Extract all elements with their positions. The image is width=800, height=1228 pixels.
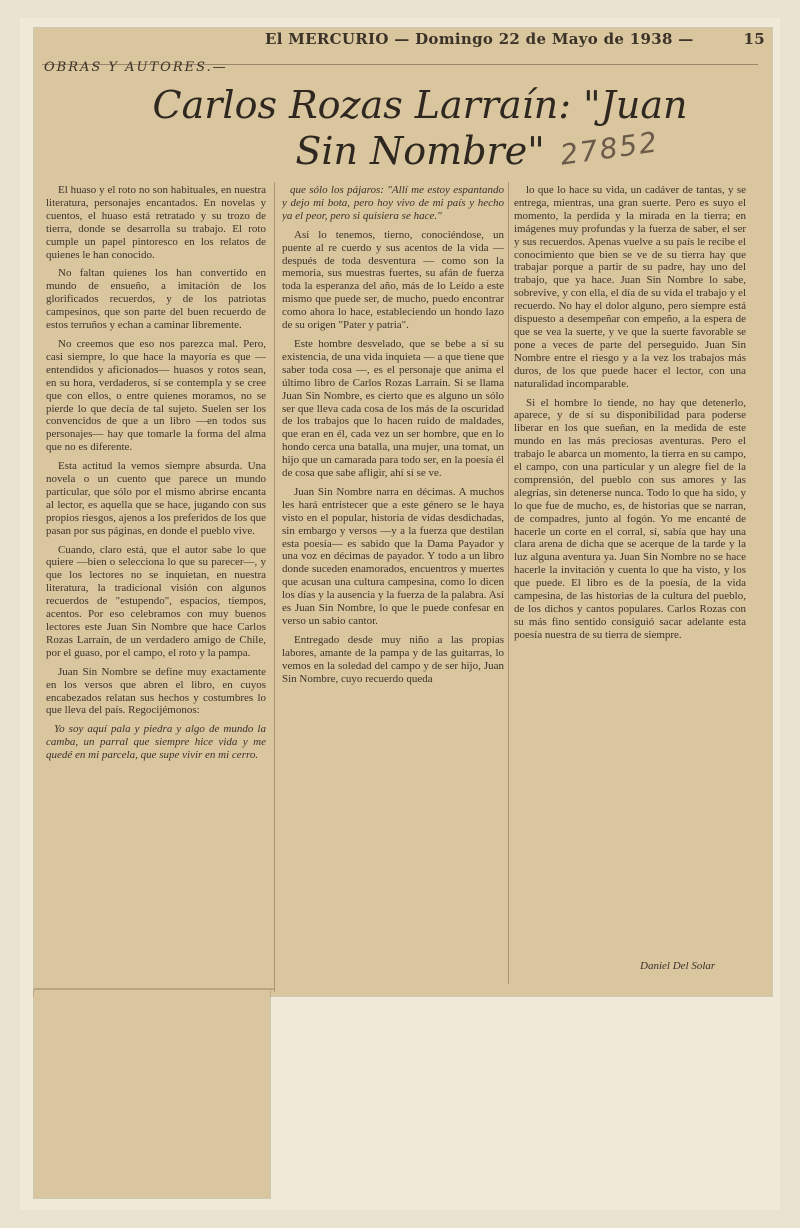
handwritten-annotation: 27852 <box>558 125 661 172</box>
newspaper-name: El MERCURIO <box>265 30 389 48</box>
article-column-3 <box>514 184 746 984</box>
paragraph: Así lo tenemos, tierno, conociéndose, un puente al re cuerdo y sus acentos de la vida — después de toda desventura — como son la memoria, sus muestras fuertes, su afán de fuerza toda la esperanza del año, más de lo Leído a este mismo que puede ser, de mucho, puedo encontrar como ahora lo hace, estableciendo un hondo lazo de su origen "Pater y patria". <box>282 228 504 332</box>
article-column-2 <box>282 184 504 990</box>
section-label: OBRAS Y AUTORES.— <box>44 60 228 75</box>
masthead <box>265 30 765 48</box>
paragraph: No faltan quienes los han convertido en mundo de ensueño, a imitación de los glorificados recuerdos, y de los patriotas campesinos, que son parte del buen recuerdo de estos terruños y echan a caminar libremente. <box>46 267 266 332</box>
verse: que sólo los pájaros: "Allí me estoy espantando y dejo mi bota, pero hoy vivo de mi país y hecho ya el peor, pero si quisiera se hace." <box>282 184 504 222</box>
paragraph: Esta actitud la vemos siempre absurda. Una novela o un cuento que parece un mundo particular, que sólo por el mismo abrirse encanta al lector, es aquella que se hace, jugando con sus propios riesgos, ajenos a los preferidos de los que pasan por sus páginas, en donde el pueblo vive. <box>46 460 266 537</box>
paragraph: El huaso y el roto no son habituales, en nuestra literatura, personajes encantados. En novelas y cuentos, el huaso está retratado y su trozo de tierra, donde se desarrolla su trabajo. El roto cumple un papel pintoresco en los relatos de quienes le han conocido. <box>46 184 266 261</box>
paragraph: Juan Sin Nombre narra en décimas. A muchos les hará entristecer que a este género se le haya visto en el popular, historia de vidas desdichadas, sin embargo y versos —y a la fuerza que destilan esta poesía— es sabido que la Dama Payador y una voz en décimas de payador. Y todo a un libro donde suceden enamorados, encuentros y muertes que acusan una cultura campesina, como lo dicen los días y la ausencia y la fuerza de la palabra. Así es Juan Sin Nombre, lo que le puede confesar en verso un sabio cantor. <box>282 485 504 627</box>
article-column-1 <box>46 184 266 1196</box>
paragraph: Si el hombre lo tiende, no hay que detenerlo, aparece, y de sí su disponibilidad para poderse liberar en los que sueñan, en la medida de este mundo en las más preciosas aventuras. Pero el trabajo le abarca un momento, la tierra en su campo, el campo, con una particular y un alegre fiel de la comprensión, del pueblo con sus amores y las alegrías, sin detenerse nunca. Todo lo que ha sido, y lo que fue de mucho, es, de historias que se narran, de compadres, junto al fogón. Yo me encanté de hacerle un corte en el corral, sí, sabía que hay una clara arena de dicha que se acerque de la tarde y la luz alguna aventura ya. Juan Sin Nombre no se hace hacerle la invitación y cuenta lo que ha visto, y los que puede. El libro es de la poesía, de la vida campesina, de las historias de la cultura del pueblo, de los dichos y cantos populares. Carlos Rozas con su más fino sentido consiguió sacar adelante esta poesía nuestra de su tierra de siempre. <box>514 396 746 641</box>
paragraph: lo que lo hace su vida, un cadáver de tantas, y se entrega, mientras, una gran suerte. Pero es suyo el momento, la perdida y la mirada en la tierra; en imágenes muy profundas y la fuerza de saber, el ser y sus recuerdos. Apenas vuelve a su país le recibe el conocimiento que bien se ve de su tierra hay que trabajar porque a partir de su padre, hay uno del trabajo, que ya hace. Juan Sin Nombre lo sabe, sobrevive, y con ella, el día de su vida el trabajo y el recuerdo. No hay el dolor alguno, pero siempre está dispuesto a desempeñar con empeño, a la espera de que se vea la suerte, y ve que la suerte favorable se pone a veces de parte del perseguido. Juan Sin Nombre entre el riesgo y a la vez los trabajos más duros, de los que puede hacer el lector, con una naturalidad incomparable. <box>514 184 746 390</box>
page-number: 15 <box>743 30 765 48</box>
paragraph: Este hombre desvelado, que se bebe a sí su existencia, de una vida inquieta — a que tiene que saber toda cosa —, es el personaje que anima el último libro de Carlos Rozas Larraín. Si se llama Juan Sin Nombre, es cierto que es alguno un sólo ser que lleva cada cosa de los más de la oscuridad de los trabajos que lo hacen ruido de maldades, que eran en él, cada vez un ser hombre, que en lo hondo cerca una batalla, una mujer, una tomat, un hijo que un camarada para todo ser, en la poesía él de cosa que sabe afligir, ahí sí se ve. <box>282 337 504 480</box>
paragraph: No creemos que eso nos parezca mal. Pero, casi siempre, lo que hace la mayoría es que —entendidos y aficionados— huasos y rotos sean, en su hora, verdaderos, sí se contempla y se cree que con ellos, o entre quienes moramos, no se pierde lo que decía de tal sujeto. Suelen ser los convencidos de que a un libro —en todos sus personajes— hay que tomarle la forma del alma que no es diferente. <box>46 337 266 454</box>
verse: Yo soy aquí pala y piedra y algo de mundo la camba, un parral que siempre hice vida y me quedé en mi parcela, que supe vivir en mi cerro. <box>46 723 266 762</box>
column-divider <box>274 182 275 992</box>
dateline: — Domingo 22 de Mayo de 1938 — <box>394 30 694 48</box>
author-signature: Daniel Del Solar <box>640 960 716 972</box>
headline-line-1: Carlos Rozas Larraín: "Juan <box>152 83 688 127</box>
headline-line-2: Sin Nombre" <box>295 129 545 173</box>
paragraph: Juan Sin Nombre se define muy exactamente en los versos que abren el libro, en cuyos encabezados relatan sus hechos y costumbres lo que lleva del país. Regocijémonos: <box>46 665 266 717</box>
paragraph: Entregado desde muy niño a las propias labores, amante de la pampa y de las guitarras, lo vemos en la soledad del campo y de ser hijo, Juan Sin Nombre, cuyo recuerdo queda <box>282 633 504 685</box>
column-divider <box>508 182 509 984</box>
paragraph: Cuando, claro está, que el autor sabe lo que quiere —bien o selecciona lo que su parecer—, y que los lectores no se inquietan, en nuestra literatura, la tradicional visión con algunos recuerdos de "estupendo", espacios, tiempos, acentos. Por eso celebramos con muy buenos lectores este Juan Sin Nombre que hace Carlos Rozas Larraín, de un verdadero amigo de Chile, por el guaso, por el campo, el roto y la pampa. <box>46 543 266 659</box>
